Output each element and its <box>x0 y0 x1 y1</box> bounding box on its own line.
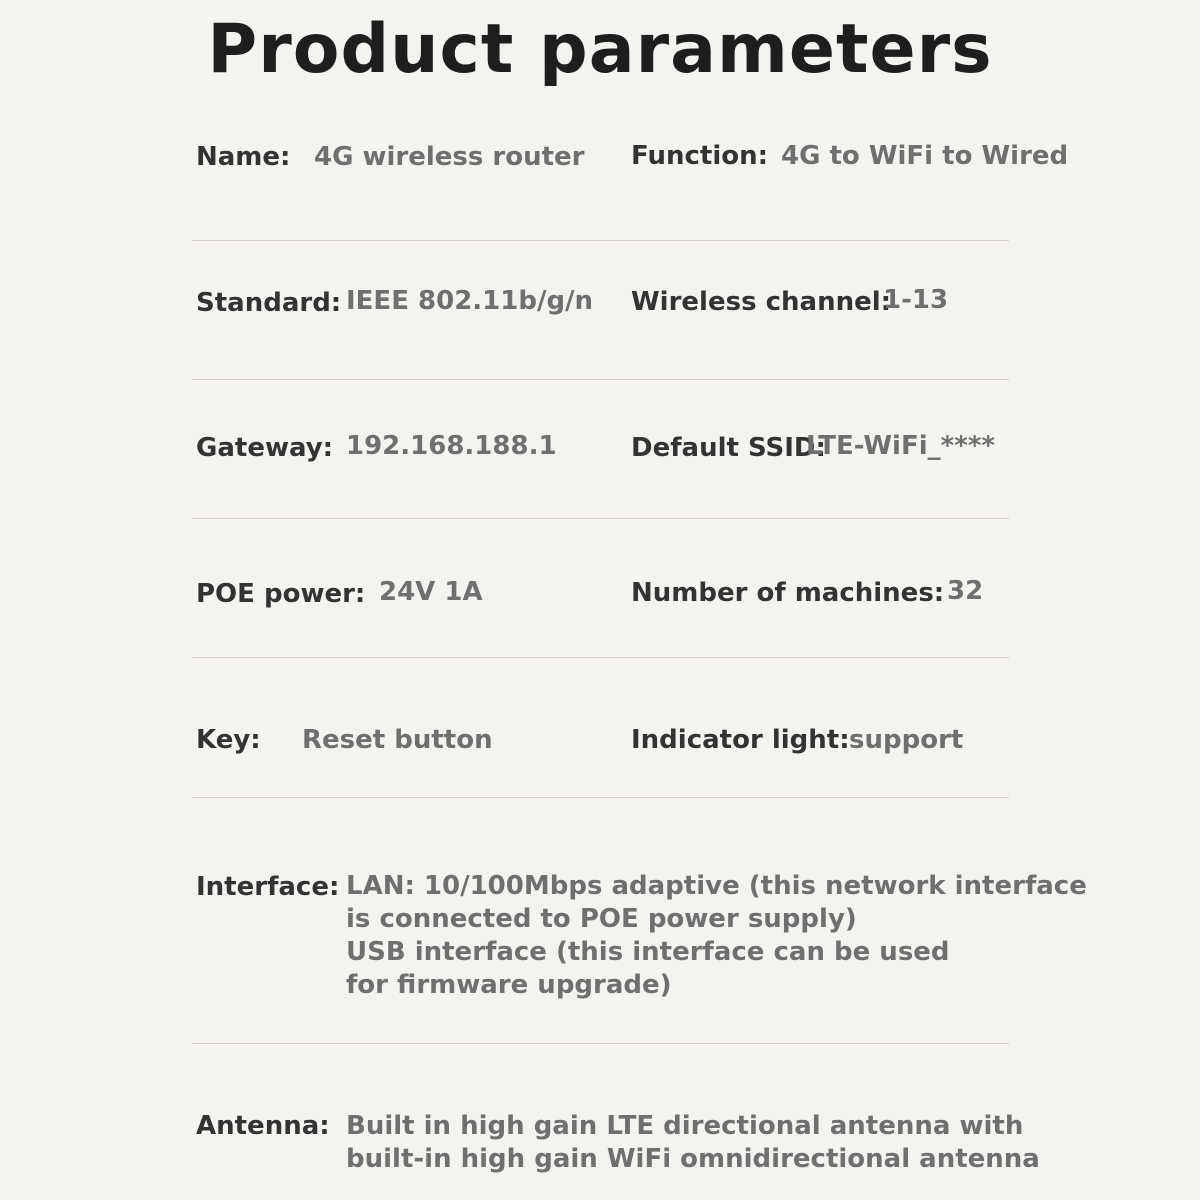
antenna-line: Built in high gain LTE directional antenna with <box>346 1111 1024 1141</box>
row-divider <box>192 797 1009 798</box>
param-value-name: 4G wireless router <box>314 142 585 172</box>
param-label-function: Function: <box>631 141 769 171</box>
param-label-number-of-machines: Number of machines: <box>631 578 945 608</box>
param-label-poe-power: POE power: <box>196 579 366 609</box>
interface-line: LAN: 10/100Mbps adaptive (this network interface <box>346 871 1087 901</box>
param-label-antenna: Antenna: <box>196 1111 330 1141</box>
param-value-standard: IEEE 802.11b/g/n <box>346 286 594 316</box>
row-divider <box>192 240 1009 241</box>
param-label-standard: Standard: <box>196 288 342 318</box>
param-value-wireless-channel: 1-13 <box>883 285 949 315</box>
param-label-interface: Interface: <box>196 872 340 902</box>
param-label-indicator-light: Indicator light: <box>631 725 850 755</box>
param-value-indicator-light: support <box>849 725 964 755</box>
param-value-default-ssid: LTE-WiFi_**** <box>806 431 996 461</box>
param-value-poe-power: 24V 1A <box>379 577 483 607</box>
param-value-key: Reset button <box>302 725 493 755</box>
interface-line: for firmware upgrade) <box>346 970 672 1000</box>
param-label-wireless-channel: Wireless channel: <box>631 287 892 317</box>
page-title: Product parameters <box>207 10 993 89</box>
param-value-gateway: 192.168.188.1 <box>346 431 557 461</box>
row-divider <box>192 379 1009 380</box>
param-label-name: Name: <box>196 142 291 172</box>
param-value-antenna <box>346 1110 1040 1176</box>
param-value-number-of-machines: 32 <box>947 576 984 606</box>
param-label-gateway: Gateway: <box>196 433 334 463</box>
row-divider <box>192 1043 1009 1044</box>
interface-line: USB interface (this interface can be used <box>346 937 950 967</box>
row-divider <box>192 518 1009 519</box>
param-value-function: 4G to WiFi to Wired <box>781 141 1069 171</box>
param-label-default-ssid: Default SSID: <box>631 433 826 463</box>
param-label-key: Key: <box>196 725 261 755</box>
param-value-interface <box>346 870 1087 1002</box>
antenna-line: built-in high gain WiFi omnidirectional antenna <box>346 1144 1040 1174</box>
interface-line: is connected to POE power supply) <box>346 904 857 934</box>
row-divider <box>192 657 1009 658</box>
